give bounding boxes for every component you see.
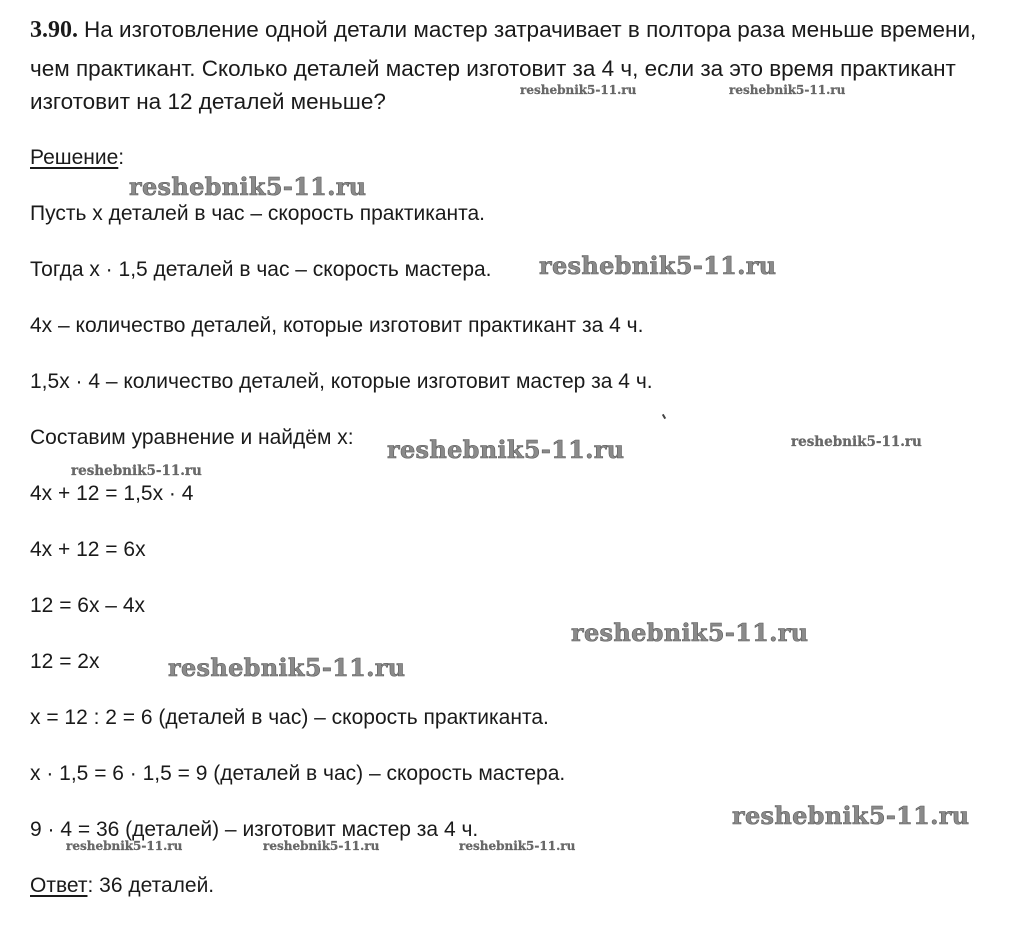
- problem-line-1: [30, 18, 976, 42]
- equation-line-3: 12 = 6х – 4х: [30, 594, 145, 617]
- solution-line-6: х = 12 : 2 = 6 (деталей в час) – скорость практиканта.: [30, 706, 549, 729]
- solution-heading-label: Решение: [30, 146, 119, 169]
- solution-line-4: 1,5х · 4 – количество деталей, которые изготовит мастер за 4 ч.: [30, 370, 653, 393]
- solution-line-5: Составим уравнение и найдём х:: [30, 426, 354, 449]
- watermark: reshebnik5-11.ru: [732, 801, 970, 830]
- solution-line-7: х · 1,5 = 6 · 1,5 = 9 (деталей в час) – скорость мастера.: [30, 762, 566, 785]
- solution-line-2: Тогда х · 1,5 деталей в час – скорость мастера.: [30, 258, 492, 281]
- answer-label: Ответ: [30, 874, 88, 897]
- answer-line: [30, 875, 214, 896]
- solution-line-1: Пусть х деталей в час – скорость практиканта.: [30, 202, 486, 225]
- solution-line-3: 4х – количество деталей, которые изготовит практикант за 4 ч.: [30, 314, 644, 337]
- watermark: reshebnik5-11.ru: [520, 83, 637, 97]
- watermark: reshebnik5-11.ru: [729, 83, 846, 97]
- watermark: reshebnik5-11.ru: [571, 618, 809, 647]
- equation-line-2: 4х + 12 = 6х: [30, 538, 146, 561]
- watermark: reshebnik5-11.ru: [791, 434, 922, 450]
- problem-line-2: чем практикант. Сколько деталей мастер изготовит за 4 ч, если за это время практикант: [30, 56, 956, 81]
- watermark: reshebnik5-11.ru: [387, 435, 625, 464]
- watermark: reshebnik5-11.ru: [129, 172, 367, 201]
- solution-heading-colon: :: [118, 146, 125, 169]
- problem-line-3: изготовит на 12 деталей меньше?: [30, 89, 386, 114]
- watermark: reshebnik5-11.ru: [168, 653, 406, 682]
- problem-number: 3.90.: [30, 17, 78, 43]
- solution-heading: [30, 147, 124, 168]
- scan-speck: [662, 414, 666, 419]
- equation-line-1: 4х + 12 = 1,5х · 4: [30, 482, 194, 505]
- watermark: reshebnik5-11.ru: [459, 839, 576, 853]
- watermark: reshebnik5-11.ru: [539, 251, 777, 280]
- equation-line-4: 12 = 2х: [30, 650, 100, 673]
- answer-text: : 36 деталей.: [87, 874, 215, 897]
- watermark: reshebnik5-11.ru: [263, 839, 380, 853]
- solution-line-8: 9 · 4 = 36 (деталей) – изготовит мастер за 4 ч.: [30, 818, 479, 841]
- watermark: reshebnik5-11.ru: [71, 463, 202, 479]
- problem-text-1: На изготовление одной детали мастер затрачивает в полтора раза меньше времени,: [84, 17, 977, 42]
- watermark: reshebnik5-11.ru: [66, 839, 183, 853]
